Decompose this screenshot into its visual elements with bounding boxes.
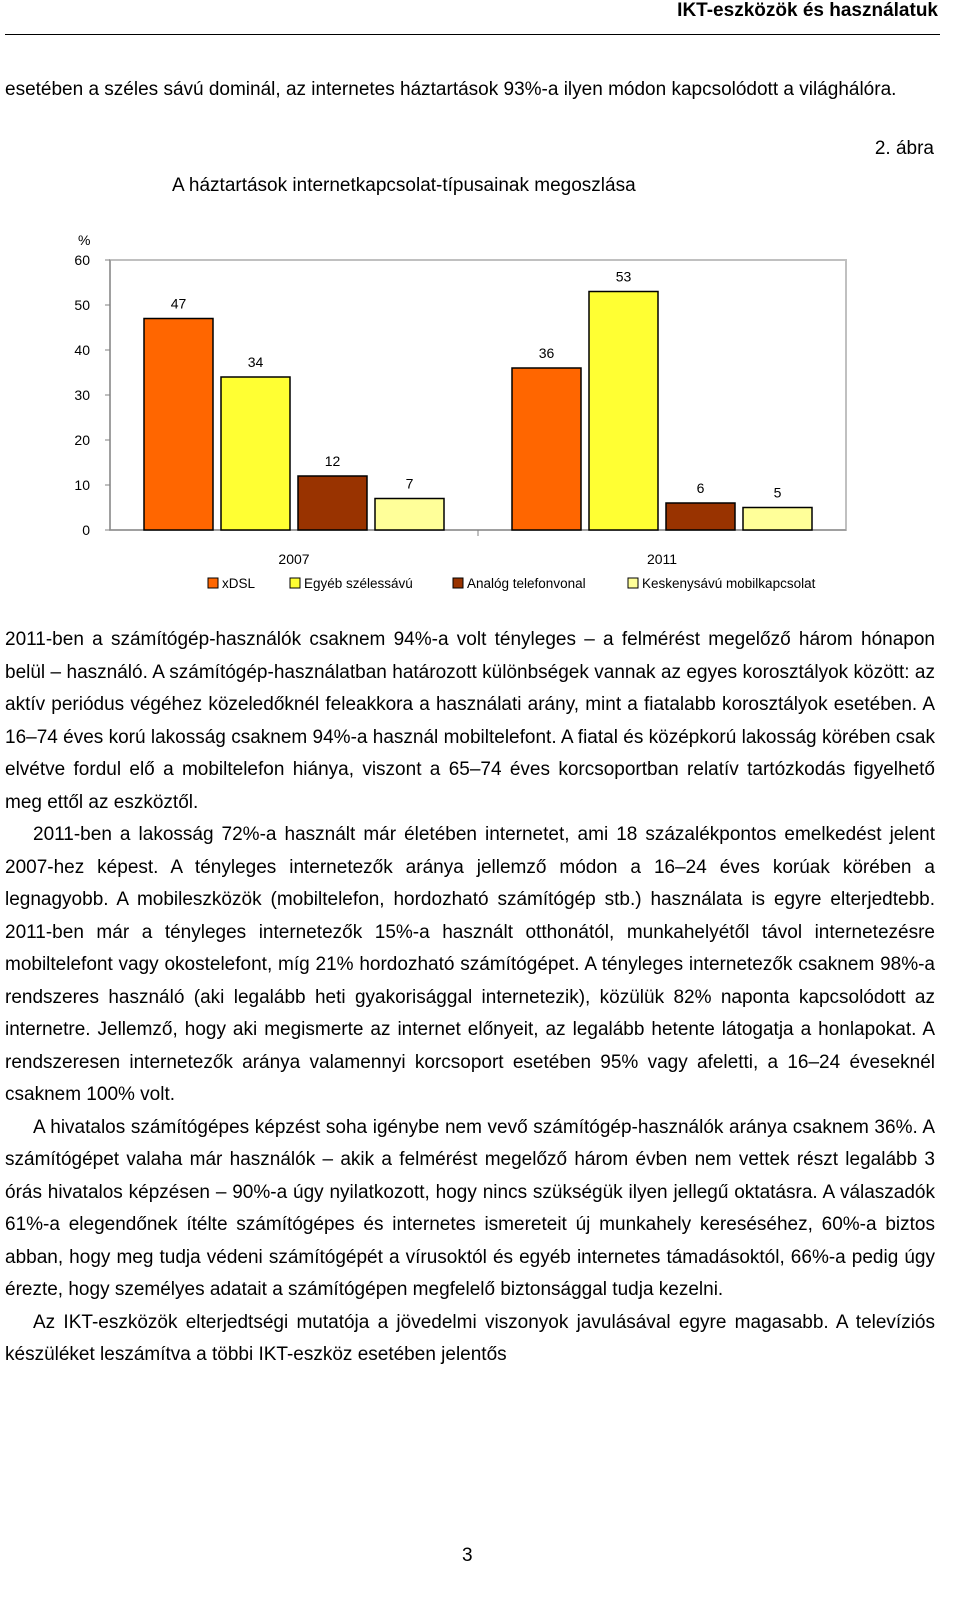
- bar-value-label: 36: [538, 345, 555, 361]
- bar-value-label: 47: [170, 295, 187, 312]
- figure-title: A háztartások internetkapcsolat-típusainak megoszlása: [172, 175, 636, 196]
- paragraph-1: 2011-ben a számítógép-használók csaknem 94%-a volt tényleges – a felmérést megelőző három hónapon belül – használó. A számítógép-használatban határozott különbségek vannak az egyes korosztályok között: az aktív periódus végéhez közeledőknél feleakkora a használati arány, mint a fiatalabb korosztályok esetében. A 16–74 éves korú lakosság csaknem 94%-a használ mobiltelefont. A fiatal és középkorú lakosság körében csak elvétve fordul elő a mobiltelefon hiánya, viszont a 65–74 éves korcsoportban relatív tartózkodás figyelhető meg ettől az eszköztől.: [5, 629, 935, 813]
- y-tick-label: 40: [74, 342, 90, 358]
- bar-value-label: 5: [773, 484, 782, 501]
- bar-chart: [0, 220, 960, 605]
- bar: [743, 508, 812, 531]
- legend-label: Keskenysávú mobilkapcsolat: [642, 576, 816, 591]
- bar: [144, 319, 213, 531]
- y-tick-label: 50: [74, 297, 90, 313]
- legend-label: Egyéb szélessávú: [304, 576, 413, 591]
- intro-paragraph: esetében a széles sávú dominál, az internetes háztartások 93%-a ilyen módon kapcsolódott a világhálóra.: [5, 79, 897, 100]
- bar: [589, 292, 658, 531]
- y-tick-label: 30: [74, 387, 90, 403]
- bar-value-label: 12: [324, 453, 341, 469]
- page-number: 3: [462, 1545, 473, 1566]
- paragraph-2: 2011-ben a lakosság 72%-a használt már életében internetet, ami 18 százalékpontos emelkedést jelent 2007-hez képest. A tényleges internetezők aránya jellemző módon a 16–24 éves korúak körében a legnagyobb. A mobileszközök (mobiltelefon, hordozható számítógép stb.) használata is egyre elterjedtebb. 2011-ben már a tényleges internetezők 15%-a használt otthonától, munkahelyétől távol internetezésre mobiltelefont vagy okostelefont, míg 21% hordozható számítógépet. A tényleges internetezők csaknem 98%-a rendszeres használó (aki legalább heti gyakorisággal internetezik), közülük 82% naponta kapcsolódott az internetre. Jellemző, hogy aki megismerte az internet előnyeit, az legalább hetente látogatja a honlapokat. A rendszeresen internetezők aránya valamennyi korcsoport esetében 95% vagy afeletti, a 16–24 éveseknél csaknem 100% volt.: [5, 824, 935, 1105]
- bar: [221, 377, 290, 530]
- y-axis-label: %: [78, 232, 91, 248]
- bar: [375, 499, 444, 531]
- running-header: IKT-eszközök és használatuk: [677, 0, 938, 21]
- bar-value-label: 7: [405, 475, 414, 492]
- bar-value-label: 6: [696, 480, 705, 496]
- legend-swatch: [290, 578, 300, 588]
- paragraph-3: A hivatalos számítógépes képzést soha igénybe nem vevő számítógép-használók aránya csaknem 36%. A számítógépet valaha már használók – akik a felmérést megelőző három évben nem vettek részt legalább 3 órás hivatalos képzésen – 90%-a úgy nyilatkozott, hogy nincs szükségük ilyen jellegű oktatásra. A válaszadók 61%-a elegendőnek ítélte számítógépes és internetes ismereteit új munkahely kereséséhez, 60%-a biztos abban, hogy meg tudja védeni számítógépét a vírusoktól és egyéb internetes támadásoktól, 66%-a pedig úgy érezte, hogy személyes adatait a számítógépen megfelelő biztonsággal tudja kezelni.: [5, 1116, 935, 1300]
- legend-label: xDSL: [222, 576, 256, 591]
- bar: [512, 368, 581, 530]
- x-tick-label: 2007: [278, 551, 310, 567]
- legend-label: Analóg telefonvonal: [467, 576, 586, 591]
- legend-swatch: [628, 578, 638, 588]
- y-tick-label: 10: [74, 477, 90, 493]
- legend-swatch: [453, 578, 463, 588]
- legend-swatch: [208, 578, 218, 588]
- header-rule: [5, 34, 940, 35]
- y-tick-label: 0: [82, 522, 90, 538]
- bar: [298, 476, 367, 530]
- paragraph-4: Az IKT-eszközök elterjedtségi mutatója a jövedelmi viszonyok javulásával egyre magasabb. A televíziós készüléket leszámítva a többi IKT-eszköz esetében jelentős: [5, 1311, 935, 1365]
- figure-number: 2. ábra: [874, 138, 934, 159]
- x-tick-label: 2011: [646, 551, 678, 567]
- y-tick-label: 20: [74, 432, 90, 448]
- bar-value-label: 34: [247, 354, 264, 370]
- body-text: [5, 624, 935, 1372]
- bar: [666, 503, 735, 530]
- y-tick-label: 60: [74, 252, 90, 268]
- bar-value-label: 53: [615, 268, 632, 285]
